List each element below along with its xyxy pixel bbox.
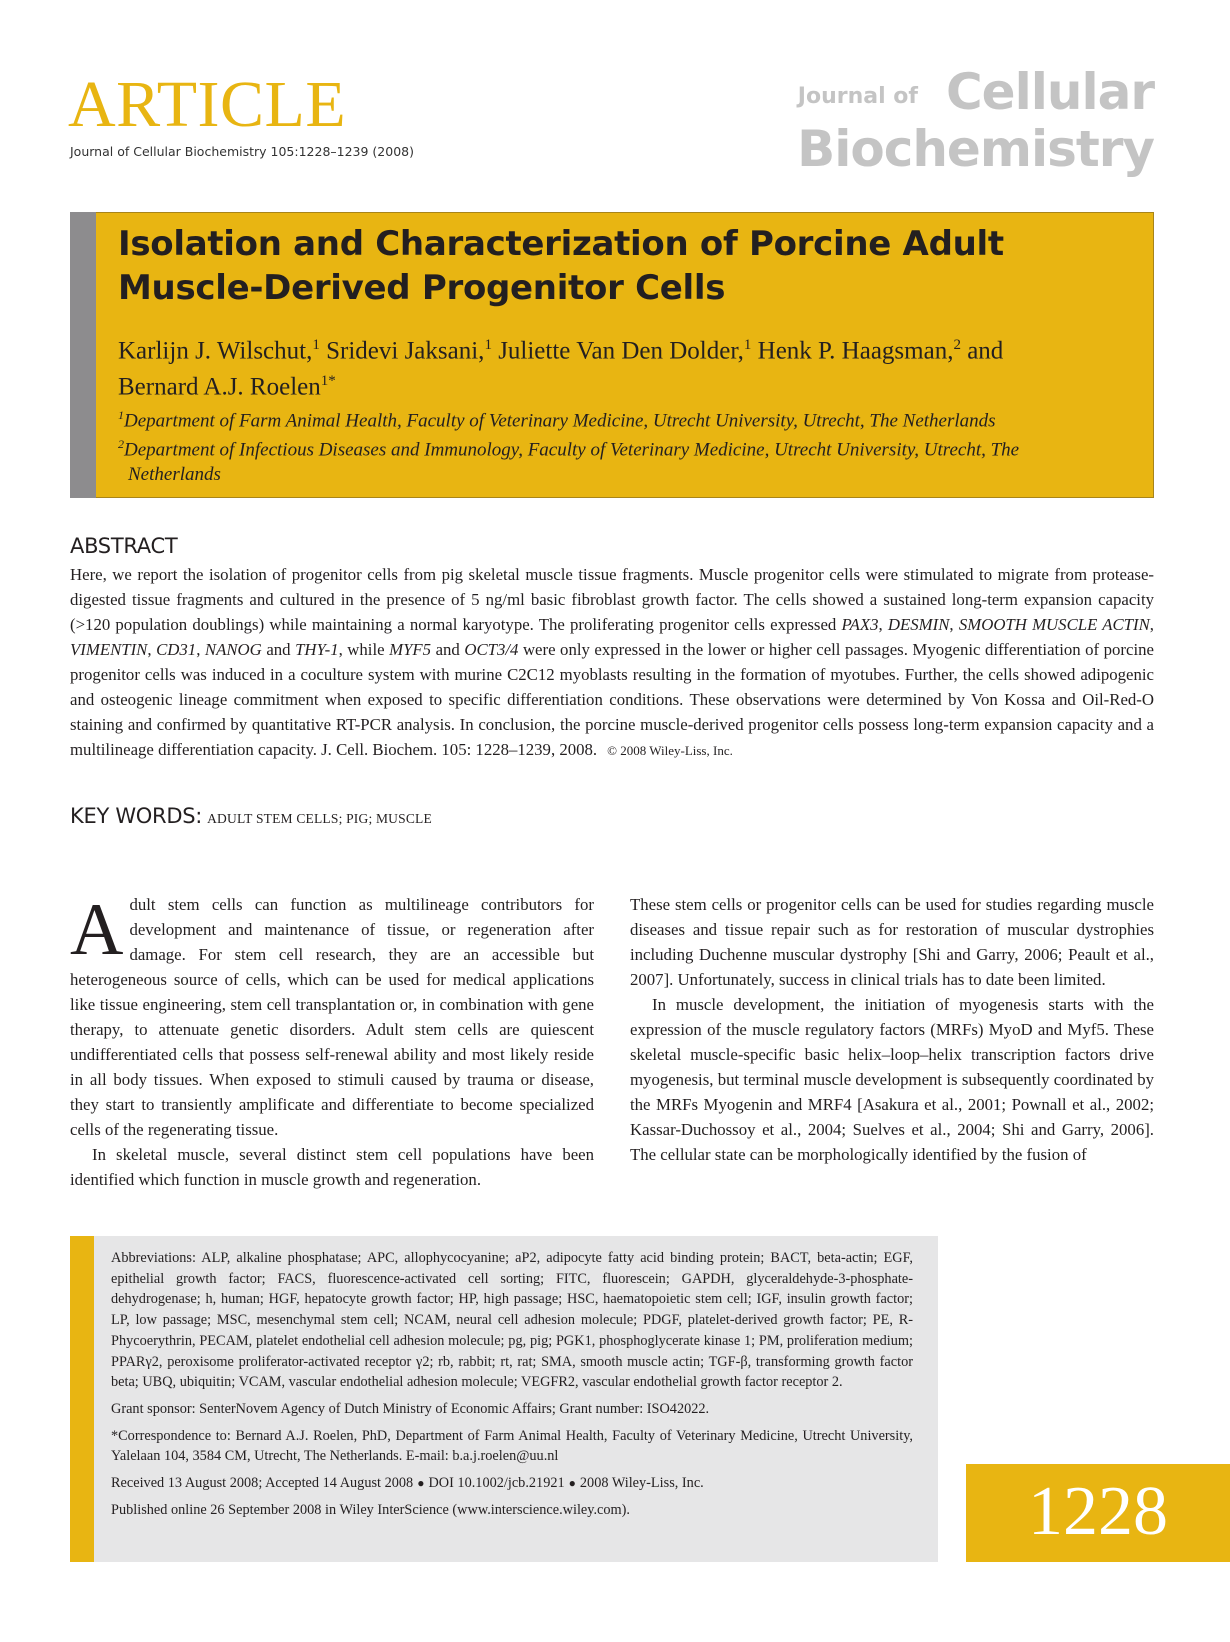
conjunction: and bbox=[266, 640, 291, 659]
bullet-separator: ● bbox=[417, 1476, 425, 1491]
body-paragraph: dult stem cells can function as multilineage contributors for development and maintenance of tissue, or regeneration after damage. For stem cell research, they are an accessible but heterogeneous source of cells, which can be used for medical applications like tissue engineering, stem cell transplantation or, in combination with gene therapy, to attenuate genetic disorders. Adult stem cells are quiescent undifferentiated cells that possess self-renewal ability and most likely reside in all body tissues. When exposed to stimuli caused by trauma or disease, they start to transiently amplificate and differentiate to become specialized cells of the regenerating tissue. bbox=[70, 895, 594, 1139]
affiliation-text: Department of Farm Animal Health, Faculty of Veterinary Medicine, Utrecht University, Utrecht, The Netherlands bbox=[124, 410, 996, 432]
journal-citation: Journal of Cellular Biochemistry 105:1228–1239 (2008) bbox=[70, 144, 414, 159]
abstract-heading: ABSTRACT bbox=[70, 534, 178, 558]
gene-name: THY-1 bbox=[295, 640, 339, 659]
keywords-heading: KEY WORDS: bbox=[70, 804, 203, 828]
journal-logo-main: Cellular bbox=[945, 63, 1154, 121]
doi: DOI 10.1002/jcb.21921 bbox=[428, 1475, 565, 1492]
body-paragraph: In skeletal muscle, several distinct stem cell populations have been identified which function in muscle growth and regeneration. bbox=[70, 1145, 594, 1189]
gene-name: OCT3/4 bbox=[464, 640, 519, 659]
author-conjunction: and bbox=[967, 337, 1004, 365]
paper-title-line1: Isolation and Characterization of Porcine Adult bbox=[118, 224, 1004, 264]
journal-logo bbox=[797, 63, 1154, 178]
journal-logo-line2: Biochemistry bbox=[797, 120, 1154, 178]
body-paragraph: These stem cells or progenitor cells can be used for studies regarding muscle diseases and tissue repair such as for restoration of muscular dystrophies including Duchenne muscular dystrophy [Shi and Garry, 2006; Peault et al., 2007]. Unfortunately, success in clinical trials has to date been limited. bbox=[630, 895, 1154, 989]
gene-name: NANOG bbox=[204, 640, 262, 659]
punctuation: , bbox=[878, 615, 883, 634]
journal-logo-prefix: Journal of bbox=[797, 84, 918, 109]
title-block-side-bar bbox=[70, 212, 96, 498]
author-affiliation-mark: 1 bbox=[743, 337, 752, 353]
conjunction: , while bbox=[338, 640, 385, 659]
conjunction: and bbox=[435, 640, 460, 659]
drop-cap: A bbox=[70, 889, 124, 971]
punctuation: , bbox=[147, 640, 152, 659]
bullet-separator: ● bbox=[568, 1476, 576, 1491]
gene-name: VIMENTIN bbox=[70, 640, 148, 659]
author-name: Juliette Van Den Dolder, bbox=[498, 337, 744, 365]
correspondence: *Correspondence to: Bernard A.J. Roelen, PhD, Department of Farm Animal Health, Faculty of Veterinary Medicine, Utrecht University, Yalelaan 104, 3584 CM, Utrecht, The Netherlands. E-mail: b.a.j.roelen@uu.nl bbox=[111, 1427, 913, 1465]
author-name: Henk P. Haagsman, bbox=[757, 337, 954, 365]
affiliation-1 bbox=[118, 403, 1148, 433]
keywords bbox=[70, 804, 432, 828]
author-name: Bernard A.J. Roelen bbox=[118, 373, 321, 401]
abstract-text bbox=[70, 562, 1154, 763]
body-paragraph: In muscle development, the initiation of myogenesis starts with the expression of the muscle regulatory factors (MRFs) MyoD and Myf5. These skeletal muscle-specific basic helix–loop–helix transcription factors drive myogenesis, but terminal muscle development is subsequently coordinated by the MRFs Myogenin and MRF4 [Asakura et al., 2001; Pownall et al., 2002; Kassar-Duchossoy et al., 2004; Suelves et al., 2004; Shi and Garry, 2006]. The cellular state can be morphologically identified by the fusion of bbox=[630, 995, 1154, 1164]
grant-sponsor: Grant sponsor: SenterNovem Agency of Dutch Ministry of Economic Affairs; Grant number: ISO42022. bbox=[111, 1400, 710, 1417]
gene-name: CD31 bbox=[156, 640, 197, 659]
author-affiliation-mark: 2 bbox=[953, 337, 961, 353]
gene-name: DESMIN bbox=[887, 615, 950, 634]
punctuation: , bbox=[949, 615, 954, 634]
body-column-left bbox=[70, 889, 594, 1192]
affiliation-number: 2 bbox=[118, 437, 124, 451]
affiliation-number: 1 bbox=[118, 408, 124, 422]
author-list bbox=[118, 330, 1148, 403]
page-number: 1228 bbox=[1028, 1473, 1168, 1550]
gene-name: PAX3 bbox=[841, 615, 879, 634]
abstract-text-part: were only expressed in the lower or higher cell passages. Myogenic differentiation of porcine progenitor cells was induced in a coculture system with murine C2C12 myoblasts resulting in the formation of myotubes. Further, the cells showed adipogenic and osteogenic lineage commitment when exposed to specific differentiation conditions. These observations were determined by Von Kossa and Oil-Red-O staining and confirmed by quantitative RT-PCR analysis. In conclusion, the porcine muscle-derived progenitor cells possess long-term expansion capacity and a multilineage differentiation capacity. J. Cell. Biochem. 105: 1228–1239, 2008. bbox=[70, 640, 1154, 759]
received-line bbox=[111, 1473, 913, 1494]
gene-name: MYF5 bbox=[389, 640, 432, 659]
author-name: Karlijn J. Wilschut, bbox=[118, 337, 313, 365]
body-column-right bbox=[630, 892, 1154, 1167]
affiliation-text-continued: Netherlands bbox=[128, 464, 221, 486]
author-affiliation-mark: 1* bbox=[320, 373, 336, 390]
article-label: ARTICLE bbox=[68, 68, 347, 141]
abstract-text-part: Here, we report the isolation of progenitor cells from pig skeletal muscle tissue fragments. Muscle progenitor cells were stimulated to migrate from protease-digested tissue fragments and cultured in the presence of 5 ng/ml basic fibroblast growth factor. The cells showed a sustained long-term expansion capacity (>120 population doublings) while maintaining a normal karyotype. The proliferating progenitor cells expressed bbox=[70, 565, 1154, 634]
affiliation-2 bbox=[118, 432, 1152, 487]
punctuation: , bbox=[1149, 615, 1154, 634]
punctuation: , bbox=[196, 640, 201, 659]
abstract-copyright: © 2008 Wiley-Liss, Inc. bbox=[607, 743, 733, 758]
abbreviations: Abbreviations: ALP, alkaline phosphatase; APC, allophycocyanine; aP2, adipocyte fatty acid binding protein; BACT, beta-actin; EGF, epithelial growth factor; FACS, fluorescence-activated cell sorting; FITC, fluorescein; GAPDH, glyceraldehyde-3-phosphate-dehydrogenase; h, human; HGF, hepatocyte growth factor; HP, high passage; HSC, haematopoietic stem cell; IGF, insulin growth factor; LP, low passage; MSC, mesenchymal stem cell; NCAM, neural cell adhesion molecule; PDGF, platelet-derived growth factor; PE, R-Phycoerythrin, PECAM, platelet endothelial cell adhesion molecule; pg, pig; PGK1, phosphoglycerate kinase 1; PM, proliferation medium; PPARγ2, peroxisome proliferator-activated receptor γ2; rb, rabbit; rt, rat; SMA, smooth muscle actin; TGF-β, transforming growth factor beta; UBQ, ubiquitin; VCAM, vascular endothelial adhesion molecule; VEGFR2, vascular endothelial growth factor receptor 2. bbox=[111, 1250, 913, 1391]
author-name: Sridevi Jaksani, bbox=[326, 337, 485, 365]
author-affiliation-mark: 1 bbox=[484, 337, 492, 353]
gene-name: SMOOTH MUSCLE ACTIN bbox=[958, 615, 1150, 634]
footnote-side-bar bbox=[70, 1236, 94, 1562]
footnote-text bbox=[111, 1248, 913, 1526]
published-online: Published online 26 September 2008 in Wiley InterScience (www.interscience.wiley.com). bbox=[111, 1501, 631, 1518]
received-dates: Received 13 August 2008; Accepted 14 August 2008 bbox=[111, 1475, 414, 1492]
paper-title bbox=[118, 222, 1138, 310]
keywords-list: ADULT STEM CELLS; PIG; MUSCLE bbox=[207, 811, 432, 826]
paper-title-line2: Muscle-Derived Progenitor Cells bbox=[118, 268, 726, 308]
affiliation-text: Department of Infectious Diseases and Immunology, Faculty of Veterinary Medicine, Utrecht University, Utrecht, The bbox=[124, 439, 1020, 461]
footnote-copyright: 2008 Wiley-Liss, Inc. bbox=[579, 1475, 704, 1492]
author-affiliation-mark: 1 bbox=[312, 337, 320, 353]
